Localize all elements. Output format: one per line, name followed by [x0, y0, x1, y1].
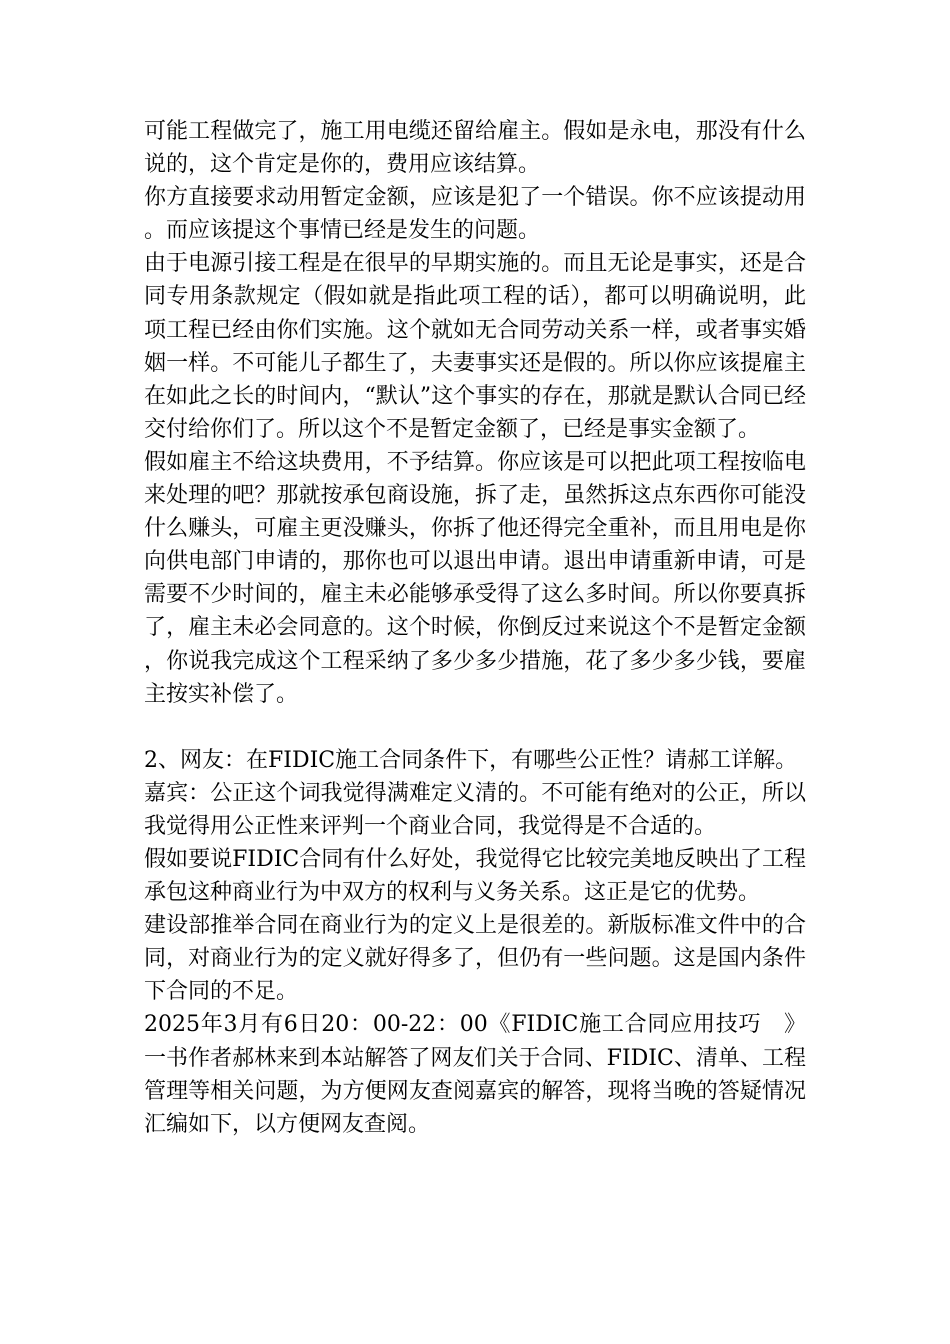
paragraph-spacer	[144, 711, 806, 744]
guest-answer-2: 假如要说FIDIC合同有什么好处，我觉得它比较完美地反映出了工程承包这种商业行为中双方的权利与义务关系。这正是它的优势。	[144, 846, 806, 906]
guest-answer-3: 建设部推举合同在商业行为的定义上是很差的。新版标准文件中的合同，对商业行为的定义就好得多了，但仍有一些问题。这是国内条件下合同的不足。	[144, 913, 806, 1005]
question-heading: 2、网友：在FIDIC施工合同条件下，有哪些公正性？请郝工详解。	[144, 747, 798, 773]
guest-answer-1: 嘉宾：公正这个词我觉得满难定义清的。不可能有绝对的公正，所以我觉得用公正性来评判一个商业合同，我觉得是不合适的。	[144, 780, 806, 839]
document-body	[144, 115, 806, 1141]
event-note: 2025年3月有6日20：00-22：00《FIDIC施工合同应用技巧 》一书作者郝林来到本站解答了网友们关于合同、FIDIC、清单、工程管理等相关问题，为方便网友查阅嘉宾的解答，现将当晚的答疑情况汇编如下，以方便网友查阅。	[144, 1012, 806, 1137]
paragraph-3: 由于电源引接工程是在很早的早期实施的。而且无论是事实，还是合同专用条款规定（假如就是指此项工程的话），都可以明确说明，此项工程已经由你们实施。这个就如无合同劳动关系一样，或者事实婚姻一样。不可能儿子都生了，夫妻事实还是假的。所以你应该提雇主在如此之长的时间内，“默认”这个事实的存在，那就是默认合同已经交付给你们了。所以这个不是暂定金额了，已经是事实金额了。	[144, 251, 806, 442]
paragraph-1: 可能工程做完了，施工用电缆还留给雇主。假如是永电，那没有什么说的，这个肯定是你的，费用应该结算。	[144, 119, 806, 178]
paragraph-4: 假如雇主不给这块费用，不予结算。你应该是可以把此项工程按临电来处理的吧？那就按承包商设施，拆了走，虽然拆这点东西你可能没什么赚头，可雇主更没赚头，你拆了他还得完全重补，而且用电是你向供电部门申请的，那你也可以退出申请。退出申请重新申请，可是需要不少时间的，雇主未必能够承受得了这么多时间。所以你要真拆了，雇主未必会同意的。这个时候，你倒反过来说这个不是暂定金额，你说我完成这个工程采纳了多少多少措施，花了多少多少钱，要雇主按实补偿了。	[144, 449, 806, 707]
paragraph-2: 你方直接要求动用暂定金额，应该是犯了一个错误。你不应该提动用。而应该提这个事情已经是发生的问题。	[144, 185, 806, 244]
